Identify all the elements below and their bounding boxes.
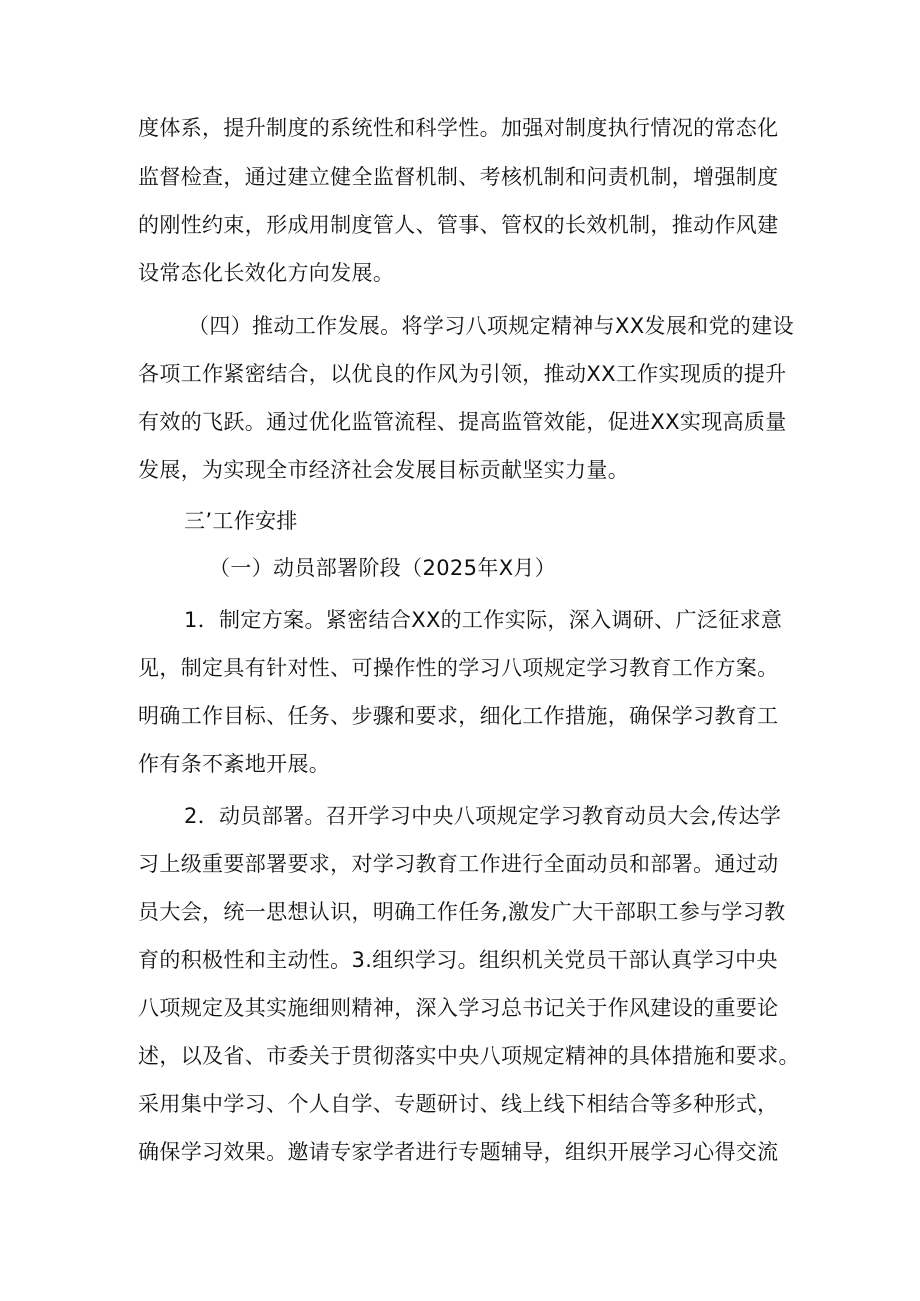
section-four-heading-line: （四）推动工作发展。将学习八项规定精神与XX发展和党的建设 — [188, 314, 794, 338]
text-line: 监督检查，通过建立健全监督机制、考核机制和问责机制，增强制度 — [138, 165, 779, 189]
text-line: 有效的飞跃。通过优化监管流程、提高监管效能，促进XX实现高质量 — [138, 410, 787, 434]
text-line: 度体系，提升制度的系统性和科学性。加强对制度执行情况的常态化 — [138, 116, 779, 140]
text-line: 述，以及省、市委关于贯彻落实中央八项规定精神的具体措施和要求。 — [138, 1044, 800, 1068]
text-line: 设常态化长效化方向发展。 — [138, 261, 395, 285]
item-2-line: 2．动员部署。召开学习中央八项规定学习教育动员大会,传达学 — [184, 804, 782, 828]
text-line: 采用集中学习、个人自学、专题研讨、线上线下相结合等多种形式， — [138, 1092, 779, 1116]
text-line: 各项工作紧密结合，以优良的作风为引领，推动XX工作实现质的提升 — [138, 362, 787, 386]
text-line: 明确工作目标、任务、步骤和要求，细化工作措施，确保学习教育工 — [138, 704, 779, 728]
text-line: 的刚性约束，形成用制度管人、管事、管权的长效机制，推动作风建 — [138, 213, 779, 237]
text-line: 八项规定及其实施细则精神，深入学习总书记关于作风建设的重要论 — [138, 996, 779, 1020]
item-1-line: 1．制定方案。紧密结合XX的工作实际，深入调研、广泛征求意 — [184, 608, 783, 632]
text-line: 作有条不紊地开展。 — [138, 752, 331, 776]
text-line: 习上级重要部署要求，对学习教育工作进行全面动员和部署。通过动 — [138, 852, 779, 876]
text-line: 发展，为实现全市经济社会发展目标贡献坚实力量。 — [138, 458, 630, 482]
text-line: 员大会，统一思想认识，明确工作任务,激发广大干部职工参与学习教 — [138, 900, 786, 924]
text-line: 见，制定具有针对性、可操作性的学习八项规定学习教育工作方案。 — [138, 656, 779, 680]
text-line: 确保学习效果。邀请专家学者进行专题辅导，组织开展学习心得交流 — [138, 1140, 779, 1164]
subsection-heading-mobilization: （一）动员部署阶段（2025年X月） — [209, 556, 557, 580]
section-heading-work-arrangement: 三’工作安排 — [184, 509, 298, 533]
text-line: 育的积极性和主动性。3.组织学习。组织机关党员干部认真学习中央 — [138, 948, 778, 972]
